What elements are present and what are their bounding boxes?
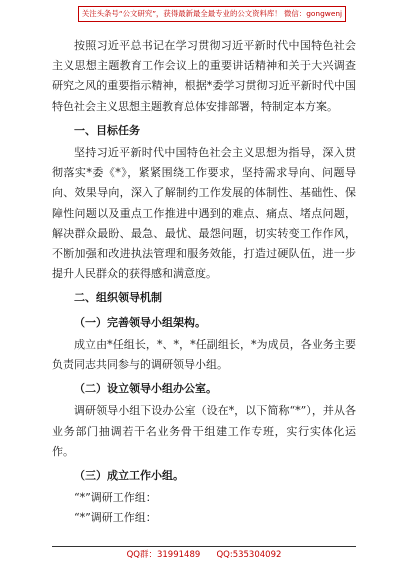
section-heading-goals: 一、目标任务 bbox=[74, 123, 140, 137]
goals-paragraph: 坚持习近平新时代中国特色社会主义思想为指导，深入贯彻落实*委《*》，紧紧围绕工作要求，坚持需求导向、问题导向、效果导向，深入了解制约工作发展的体制性、基础性、保障性问题以及重点工作推进中遇到的难点、痛点、堵点问题，解决群众最盼、最急、最忧、最怨问题，切实转变工作作风，不断加强和改进执法管理和服务效能，打造过硬队伍，进一步提升人民群众的获得感和满意度。 bbox=[52, 146, 356, 281]
document-body bbox=[52, 36, 356, 529]
working-group-line: “*”调研工作组： bbox=[74, 511, 157, 525]
office-paragraph: 调研领导小组下设办公室（设在*，以下简称“*”），并从各业务部门抽调若干名业务骨干组建工作专班，实行实体化运作。 bbox=[52, 404, 356, 458]
footer-contact: QQ群：31991489 QQ:535304092 bbox=[126, 550, 282, 560]
working-group-line: “*”调研工作组： bbox=[74, 491, 157, 505]
intro-paragraph: 按照习近平总书记在学习贯彻习近平新时代中国特色社会主义思想主题教育工作会议上的重要讲话精神和关于大兴调查研究之风的重要指示精神，根据*委学习贯彻习近平新时代中国特色社会主义思想主题教育总体安排部署，特制定本方案。 bbox=[52, 39, 356, 113]
subsection-heading-office: （二）设立领导小组办公室。 bbox=[74, 382, 217, 396]
section-heading-organization: 二、组织领导机制 bbox=[74, 291, 162, 305]
subsection-heading-working-groups: （三）成立工作小组。 bbox=[74, 469, 184, 483]
leadership-group-paragraph: 成立由*任组长，*、*，*任副组长，*为成员，各业务主要负责同志共同参与的调研领导小组。 bbox=[52, 337, 356, 372]
subsection-heading-leadership-group: （一）完善领导小组架构。 bbox=[74, 315, 206, 329]
promo-banner: 关注头条号“公文研究”，获得最新最全最专业的公文资料库！ 微信：gongwenj bbox=[78, 6, 346, 22]
footer-divider bbox=[52, 546, 356, 547]
